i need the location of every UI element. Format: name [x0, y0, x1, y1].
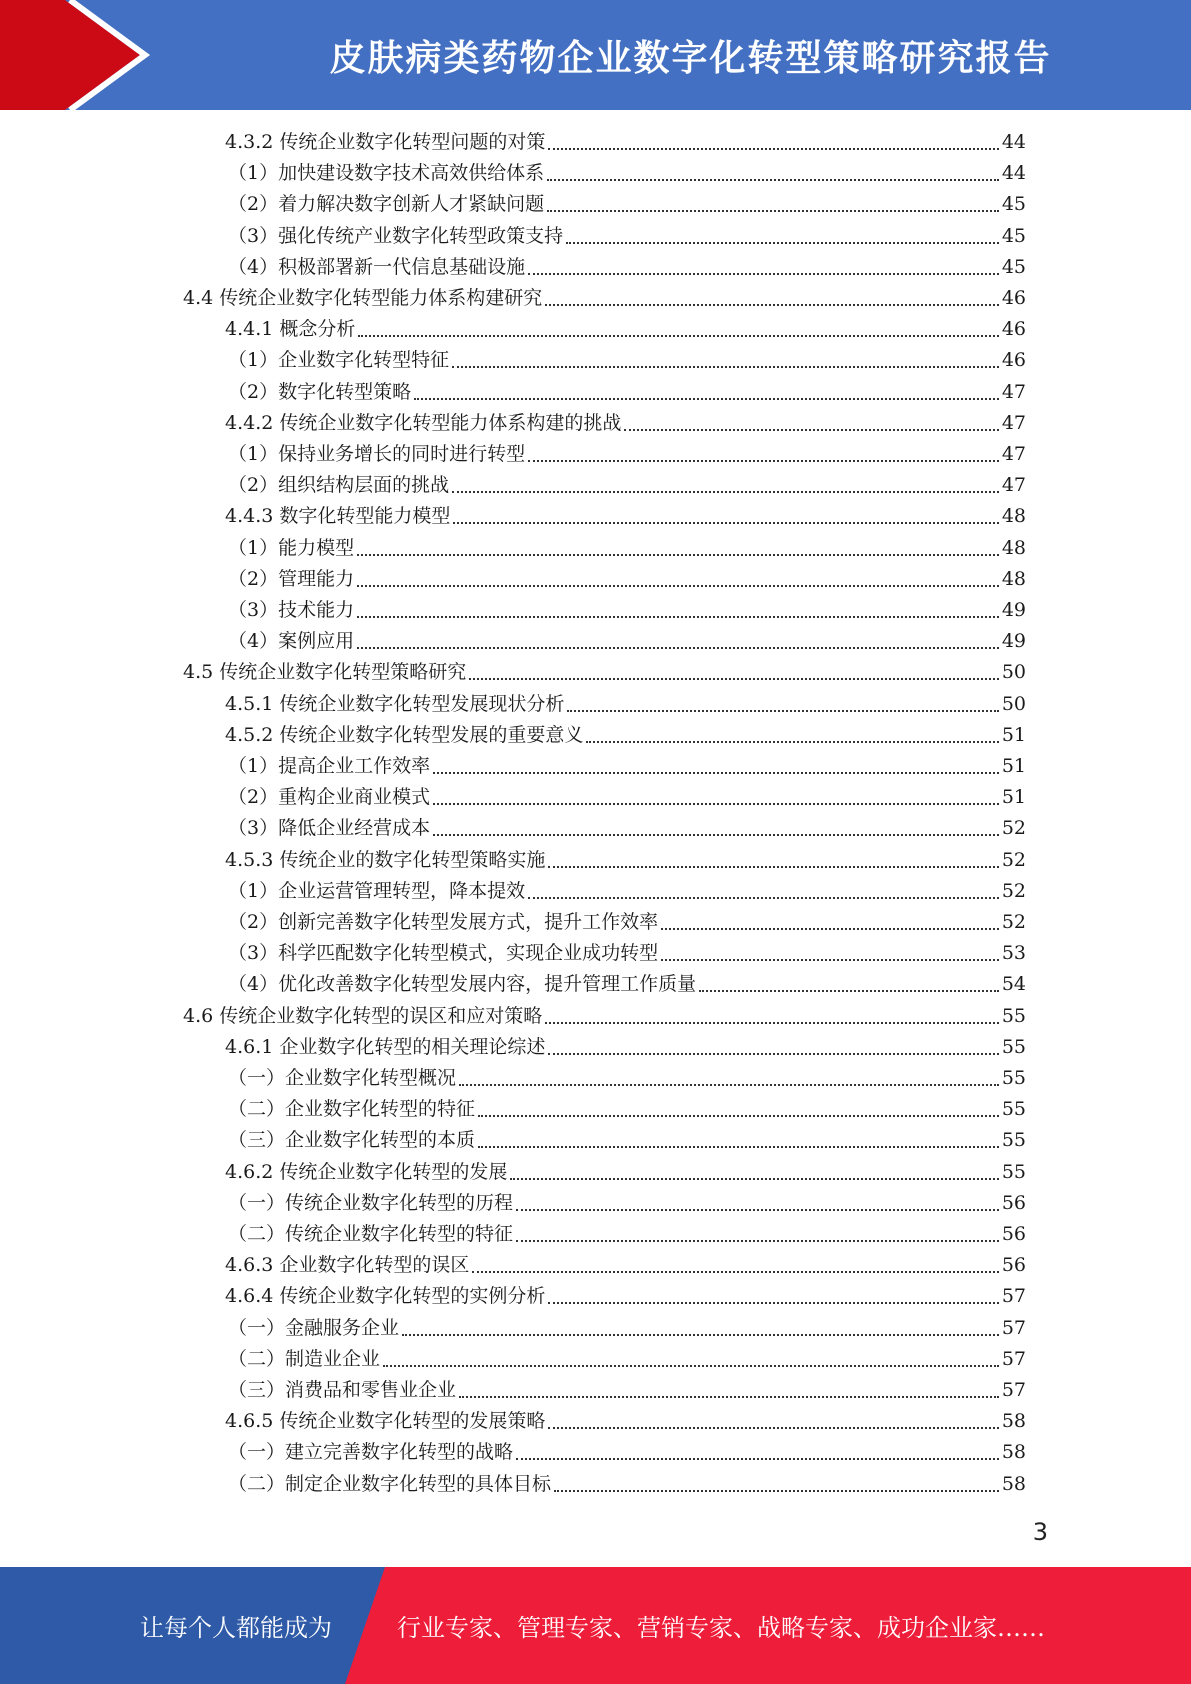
- toc-entry-number: 4.3.2: [225, 131, 274, 153]
- toc-dot-leader: [459, 1395, 999, 1398]
- header-arrow-decoration: [0, 0, 160, 110]
- toc-dot-leader: [433, 833, 999, 836]
- toc-entry-title: 着力解决数字创新人才紧缺问题: [278, 193, 545, 216]
- toc-dot-leader: [516, 1457, 999, 1460]
- toc-entry-page: 50: [1001, 661, 1026, 684]
- toc-entry-number: （2）: [228, 380, 279, 403]
- toc-entry-title: 企业数字化转型的相关理论综述: [279, 1035, 546, 1058]
- toc-entry[interactable]: [225, 408, 1026, 439]
- toc-entry-title: 案例应用: [278, 630, 355, 653]
- toc-entry-number: 4.6.5: [225, 1410, 274, 1433]
- toc-entry-title: 积极部署新一代信息基础设施: [278, 255, 526, 278]
- toc-entry-title: 加快建设数字技术高效供给体系: [278, 162, 545, 185]
- toc-entry[interactable]: [225, 1250, 1026, 1281]
- toc-entry[interactable]: [228, 1219, 1026, 1250]
- toc-entry-title: 科学匹配数字化转型模式，实现企业成功转型: [278, 942, 659, 965]
- toc-entry-title: 传统企业数字化转型能力体系构建研究: [219, 287, 543, 309]
- toc-entry[interactable]: [228, 1344, 1026, 1375]
- toc-dot-leader: [357, 584, 999, 587]
- toc-entry[interactable]: [228, 1375, 1026, 1406]
- toc-entry-number: （3）: [228, 599, 279, 621]
- report-title: 皮肤病类药物企业数字化转型策略研究报告: [329, 37, 1052, 79]
- toc-entry[interactable]: [228, 1469, 1026, 1500]
- toc-entry-number: 4.6: [183, 1004, 214, 1027]
- toc-entry-title: 技术能力: [278, 599, 355, 621]
- footer-slogan-left: 让每个人都能成为: [140, 1614, 332, 1642]
- toc-entry[interactable]: [225, 689, 1026, 720]
- toc-entry[interactable]: [225, 127, 1026, 158]
- toc-entry-number: （1）: [228, 162, 279, 185]
- toc-entry-page: 49: [1001, 599, 1026, 621]
- toc-entry-number: 4.6.2: [225, 1160, 274, 1183]
- toc-entry-number: （一）: [228, 1067, 286, 1089]
- toc-entry[interactable]: [225, 845, 1026, 876]
- toc-entry-title: 创新完善数字化转型发展方式，提升工作效率: [278, 911, 659, 933]
- toc-dot-leader: [548, 1426, 998, 1429]
- toc-entry-number: （一）: [228, 1191, 286, 1214]
- toc-entry-page: 48: [1001, 536, 1026, 559]
- toc-entry-page: 53: [1001, 942, 1026, 965]
- toc-entry-title: 传统企业数字化转型的发展: [279, 1160, 508, 1183]
- toc-dot-leader: [661, 958, 999, 961]
- toc-entry[interactable]: [228, 1125, 1026, 1156]
- toc-entry-page: 51: [1001, 723, 1026, 746]
- toc-entry-title: 强化传统产业数字化转型政策支持: [278, 224, 564, 247]
- toc-entry-page: 48: [1001, 505, 1026, 528]
- toc-entry-number: 4.4.3: [225, 505, 274, 528]
- toc-entry-title: 提高企业工作效率: [278, 755, 431, 777]
- toc-entry-page: 55: [1001, 1067, 1026, 1089]
- toc-entry-page: 55: [1001, 1129, 1026, 1152]
- toc-entry-title: 重构企业商业模式: [278, 786, 431, 809]
- toc-dot-leader: [548, 865, 998, 868]
- toc-entry-page: 47: [1001, 380, 1026, 403]
- toc-entry-number: （2）: [228, 911, 279, 933]
- toc-entry-number: （1）: [228, 443, 279, 465]
- toc-entry[interactable]: [228, 782, 1026, 813]
- toc-entry-title: 传统企业数字化转型问题的对策: [279, 131, 546, 153]
- toc-dot-leader: [554, 1489, 999, 1492]
- toc-entry-number: 4.5.2: [225, 723, 274, 746]
- toc-entry-title: 制定企业数字化转型的具体目标: [285, 1472, 552, 1495]
- toc-entry-number: （2）: [228, 786, 279, 809]
- toc-entry[interactable]: [228, 189, 1026, 220]
- toc-entry-page: 58: [1001, 1472, 1026, 1495]
- toc-entry-number: （3）: [228, 942, 279, 965]
- toc-entry-number: 4.6.3: [225, 1254, 274, 1277]
- toc-entry-number: （4）: [228, 630, 279, 653]
- toc-entry-number: （4）: [228, 973, 279, 996]
- toc-entry-page: 55: [1001, 1160, 1026, 1183]
- toc-dot-leader: [510, 1177, 998, 1180]
- toc-entry-title: 保持业务增长的同时进行转型: [278, 443, 526, 465]
- toc-entry-number: 4.4.2: [225, 411, 274, 434]
- toc-dot-leader: [452, 490, 999, 493]
- toc-entry[interactable]: [228, 969, 1026, 1000]
- toc-dot-leader: [548, 1052, 998, 1055]
- page-header: [0, 0, 1191, 110]
- toc-entry-page: 58: [1001, 1410, 1026, 1433]
- toc-dot-leader: [358, 334, 998, 337]
- toc-entry-title: 传统企业数字化转型策略研究: [219, 661, 467, 684]
- toc-entry[interactable]: [228, 1313, 1026, 1344]
- toc-dot-leader: [433, 802, 999, 805]
- toc-entry-title: 建立完善数字化转型的战略: [285, 1441, 514, 1464]
- toc-entry-page: 52: [1001, 879, 1026, 902]
- toc-dot-leader: [478, 1114, 999, 1117]
- toc-entry[interactable]: [183, 1001, 1026, 1032]
- footer-slogan-right: 行业专家、管理专家、营销专家、战略专家、成功企业家……: [397, 1614, 1045, 1642]
- toc-entry-title: 组织结构层面的挑战: [278, 474, 450, 497]
- toc-entry-page: 58: [1001, 1441, 1026, 1464]
- toc-entry[interactable]: [228, 751, 1026, 782]
- toc-entry[interactable]: [228, 907, 1026, 938]
- toc-entry[interactable]: [228, 938, 1026, 969]
- toc-entry-title: 管理能力: [278, 567, 355, 590]
- toc-entry-title: 传统企业数字化转型的特征: [285, 1223, 514, 1245]
- toc-entry-number: （2）: [228, 193, 279, 216]
- toc-entry-number: 4.6.1: [225, 1035, 274, 1058]
- toc-entry[interactable]: [228, 345, 1026, 376]
- toc-dot-leader: [357, 646, 999, 649]
- toc-entry[interactable]: [228, 158, 1026, 189]
- toc-entry-title: 传统企业数字化转型发展的重要意义: [279, 723, 584, 746]
- toc-entry-number: 4.4: [183, 287, 214, 309]
- toc-entry[interactable]: [225, 720, 1026, 751]
- toc-entry-number: （3）: [228, 224, 279, 247]
- toc-entry-page: 45: [1001, 193, 1026, 216]
- toc-dot-leader: [624, 428, 998, 431]
- toc-entry-number: （3）: [228, 817, 279, 840]
- toc-entry-number: （1）: [228, 755, 279, 777]
- toc-entry-page: 50: [1001, 692, 1026, 715]
- toc-entry[interactable]: [228, 1437, 1026, 1468]
- toc-entry-page: 47: [1001, 411, 1026, 434]
- toc-entry-title: 传统企业数字化转型的发展策略: [279, 1410, 546, 1433]
- toc-entry[interactable]: [225, 501, 1026, 532]
- toc-entry[interactable]: [228, 1063, 1026, 1094]
- toc-entry-page: 51: [1001, 755, 1026, 777]
- toc-entry-number: 4.5.3: [225, 848, 274, 871]
- toc-entry-title: 优化改善数字化转型发展内容，提升管理工作质量: [278, 973, 697, 996]
- toc-entry-page: 48: [1001, 567, 1026, 590]
- toc-entry-title: 企业数字化转型的误区: [279, 1254, 470, 1277]
- toc-entry-number: （2）: [228, 567, 279, 590]
- toc-dot-leader: [469, 677, 999, 680]
- toc-entry-title: 传统企业数字化转型的误区和应对策略: [219, 1004, 543, 1027]
- toc-entry-number: （二）: [228, 1472, 286, 1495]
- toc-dot-leader: [545, 303, 999, 306]
- toc-entry-title: 传统企业数字化转型的历程: [285, 1191, 514, 1214]
- page-number: 3: [1032, 1518, 1048, 1546]
- toc-entry-page: 57: [1001, 1316, 1026, 1339]
- toc-entry-title: 企业数字化转型特征: [278, 349, 450, 372]
- toc-dot-leader: [459, 1083, 999, 1086]
- toc-dot-leader: [433, 771, 999, 774]
- toc-entry-number: （三）: [228, 1129, 286, 1152]
- toc-entry-title: 企业运营管理转型，降本提效: [278, 879, 526, 902]
- toc-dot-leader: [516, 1208, 999, 1211]
- toc-entry-page: 52: [1001, 848, 1026, 871]
- toc-entry[interactable]: [228, 813, 1026, 844]
- toc-entry-page: 57: [1001, 1347, 1026, 1370]
- toc-entry[interactable]: [225, 314, 1026, 345]
- toc-entry[interactable]: [183, 657, 1026, 688]
- toc-dot-leader: [566, 241, 999, 244]
- toc-entry-page: 47: [1001, 443, 1026, 465]
- toc-entry-page: 44: [1001, 162, 1026, 185]
- toc-dot-leader: [516, 1239, 999, 1242]
- toc-entry-page: 46: [1001, 287, 1026, 309]
- toc-entry[interactable]: [228, 564, 1026, 595]
- toc-dot-leader: [548, 147, 998, 150]
- toc-entry-title: 消费品和零售业企业: [285, 1379, 457, 1401]
- toc-dot-leader: [586, 740, 998, 743]
- toc-entry-page: 45: [1001, 224, 1026, 247]
- toc-entry[interactable]: [228, 1188, 1026, 1219]
- toc-entry-page: 51: [1001, 786, 1026, 809]
- toc-entry[interactable]: [228, 439, 1026, 470]
- page-footer: [0, 1567, 1191, 1684]
- toc-dot-leader: [357, 615, 999, 618]
- toc-entry-title: 传统企业的数字化转型策略实施: [279, 848, 546, 871]
- toc-entry-number: 4.4.1: [225, 318, 274, 341]
- toc-entry-title: 制造业企业: [285, 1347, 381, 1370]
- toc-entry[interactable]: [225, 1406, 1026, 1437]
- toc-dot-leader: [548, 1301, 998, 1304]
- toc-entry-title: 企业数字化转型的本质: [285, 1129, 476, 1152]
- toc-entry-page: 52: [1001, 911, 1026, 933]
- toc-entry-page: 47: [1001, 474, 1026, 497]
- toc-entry-title: 传统企业数字化转型能力体系构建的挑战: [279, 411, 622, 434]
- toc-entry[interactable]: [228, 1094, 1026, 1125]
- toc-entry-page: 55: [1001, 1004, 1026, 1027]
- toc-entry[interactable]: [225, 1157, 1026, 1188]
- toc-entry[interactable]: [225, 1281, 1026, 1312]
- toc-entry-number: （1）: [228, 349, 279, 372]
- toc-entry-page: 46: [1001, 318, 1026, 341]
- toc-entry-page: 44: [1001, 131, 1026, 153]
- toc-entry-page: 56: [1001, 1191, 1026, 1214]
- toc-entry-number: （一）: [228, 1316, 286, 1339]
- toc-dot-leader: [453, 521, 998, 524]
- toc-entry-number: （1）: [228, 879, 279, 902]
- toc-entry-page: 49: [1001, 630, 1026, 653]
- toc-entry-page: 57: [1001, 1379, 1026, 1401]
- toc-entry-number: （4）: [228, 255, 279, 278]
- toc-entry-number: （2）: [228, 474, 279, 497]
- toc-entry-page: 55: [1001, 1098, 1026, 1121]
- toc-dot-leader: [402, 1333, 999, 1336]
- toc-dot-leader: [472, 1270, 998, 1273]
- toc-entry[interactable]: [228, 876, 1026, 907]
- toc-entry-number: （1）: [228, 536, 279, 559]
- toc-dot-leader: [545, 1021, 999, 1024]
- toc-entry-number: 4.5.1: [225, 692, 274, 715]
- toc-entry-title: 企业数字化转型的特征: [285, 1098, 476, 1121]
- toc-entry-page: 56: [1001, 1254, 1026, 1277]
- toc-dot-leader: [661, 927, 999, 930]
- toc-entry[interactable]: [228, 595, 1026, 626]
- toc-dot-leader: [699, 989, 999, 992]
- toc-dot-leader: [547, 178, 999, 181]
- toc-entry[interactable]: [228, 626, 1026, 657]
- toc-entry-title: 企业数字化转型概况: [285, 1067, 457, 1089]
- toc-entry-title: 传统企业数字化转型发展现状分析: [279, 692, 565, 715]
- toc-entry-title: 降低企业经营成本: [278, 817, 431, 840]
- toc-entry[interactable]: [228, 533, 1026, 564]
- toc-dot-leader: [528, 896, 999, 899]
- toc-entry-page: 46: [1001, 349, 1026, 372]
- toc-entry-title: 数字化转型策略: [278, 380, 412, 403]
- toc-entry-page: 52: [1001, 817, 1026, 840]
- toc-dot-leader: [478, 1145, 999, 1148]
- toc-entry[interactable]: [228, 470, 1026, 501]
- toc-entry[interactable]: [225, 1032, 1026, 1063]
- toc-entry-number: （一）: [228, 1441, 286, 1464]
- toc-entry-page: 55: [1001, 1035, 1026, 1058]
- toc-entry-number: 4.5: [183, 661, 214, 684]
- toc-dot-leader: [528, 272, 999, 275]
- toc-dot-leader: [357, 553, 999, 556]
- toc-entry-page: 45: [1001, 255, 1026, 278]
- toc-entry-title: 数字化转型能力模型: [279, 505, 451, 528]
- toc-dot-leader: [547, 209, 999, 212]
- toc-entry[interactable]: [228, 221, 1026, 252]
- toc-entry[interactable]: [228, 252, 1026, 283]
- toc-entry-number: 4.6.4: [225, 1285, 274, 1308]
- toc-entry-title: 金融服务企业: [285, 1316, 400, 1339]
- toc-entry-number: （二）: [228, 1223, 286, 1245]
- toc-entry[interactable]: [183, 283, 1026, 314]
- toc-entry-number: （二）: [228, 1347, 286, 1370]
- toc-dot-leader: [383, 1364, 999, 1367]
- toc-entry-number: （二）: [228, 1098, 286, 1121]
- toc-dot-leader: [528, 459, 999, 462]
- toc-entry-number: （三）: [228, 1379, 286, 1401]
- toc-entry-title: 能力模型: [278, 536, 355, 559]
- toc-entry-title: 概念分析: [279, 318, 356, 341]
- toc-entry-page: 56: [1001, 1223, 1026, 1245]
- toc-dot-leader: [452, 365, 999, 368]
- toc-entry-title: 传统企业数字化转型的实例分析: [279, 1285, 546, 1308]
- toc-entry-page: 54: [1001, 973, 1026, 996]
- toc-entry-page: 57: [1001, 1285, 1026, 1308]
- toc-dot-leader: [414, 397, 999, 400]
- toc-entry[interactable]: [228, 377, 1026, 408]
- toc-dot-leader: [567, 709, 998, 712]
